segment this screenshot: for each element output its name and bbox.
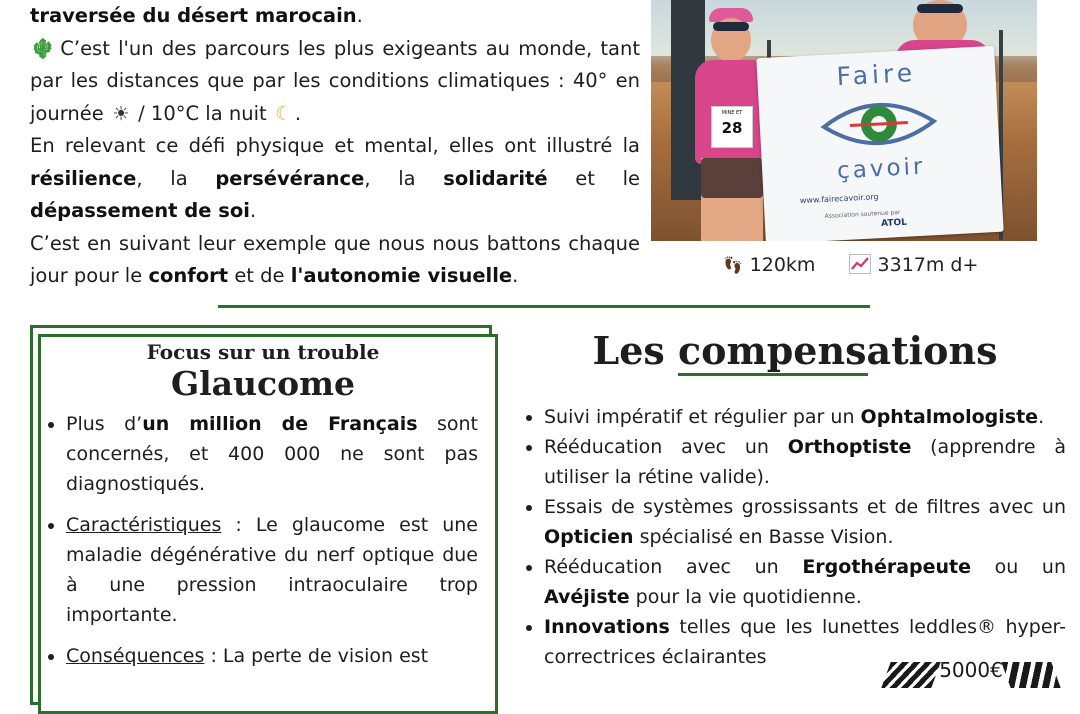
badge-stripe-right [1001,662,1060,688]
comp-item3-a: Essais de systèmes grossissants et de filtres avec un [544,496,1066,518]
intro-p2-d: et le [575,166,641,190]
flag-association-text: Association soutenue par [824,209,901,220]
price-badge [886,658,1056,688]
glaucome-item3-text: : La perte de vision est [210,645,429,667]
word-confort: confort [148,264,229,287]
footprint-icon: 👣︎ [722,256,744,276]
stat-distance-value: 120km [749,254,816,276]
intro-p2-a: En relevant ce défi physique et mental, elles ont illustré la [30,134,640,157]
badge-stripe-left [881,662,940,688]
desert-photo [651,0,1037,241]
faire-cavoir-flag [756,46,1003,241]
comp-item1-c: . [1038,406,1045,428]
comp-item4-e: pour la vie quotidienne. [635,586,862,608]
eye-logo-icon [818,89,939,159]
compensations-title: Les compensations [592,328,998,373]
list-item [544,402,1066,432]
intro-p1-mid: / 10°C la nuit [138,101,267,125]
badge-amount: 5000€ [939,658,1003,682]
comp-item4-c: ou un [994,556,1067,578]
comp-item3-b: Opticien [544,526,634,548]
sun-icon: ☀ [112,101,130,125]
intro-p3-b: et de [234,264,285,287]
flag-sponsor-logo: ATOL [880,217,908,230]
comp-item4-b: Ergothérapeute [802,556,971,578]
race-bib: MINE ET 28 [711,106,753,148]
glaucome-item1-b: un million de Français [142,413,418,435]
stat-elevation-value: 3317m d+ [877,254,979,276]
runner-left-shorts [701,158,763,198]
comp-item4-d: Avéjiste [544,586,630,608]
glaucome-item1-c: sont concernés, et 400 000 ne sont pas diagnostiqués. [66,413,478,495]
compensations-underline [678,373,868,376]
race-stats [722,254,1006,276]
comp-item1-b: Ophtalmologiste [860,406,1039,428]
comp-item3-c: spécialisé en Basse Vision. [639,526,894,548]
comp-item5-a: Innovations [544,616,670,638]
intro-text: traversée du désert marocain. 🌵︎ C’est l'un des parcours les plus exigeants au monde, tant par les distances que par les conditions climatiques : 40° en journée ☀ / 10°C la nuit ☾ . En relevant ce défi physique et mental, elles ont illustré la résilience, la persévérance, la solidarité et le dépassement de soi. C’est en suivant leur exemple que nous nous battons chaque jour pour le confort et de l'autonomie visuelle. [30,4,641,287]
section-divider [218,305,870,308]
word-solidarite: solidarité [443,166,548,190]
comp-item2-c: (apprendre à utiliser la rétine valide). [544,436,1066,488]
comp-item1-a: Suivi impératif et régulier par un [544,406,855,428]
glaucome-list [48,409,478,671]
race-bib-number: 28 [721,119,743,137]
chart-up-icon [849,254,871,274]
intro-p2-b: , la [136,166,188,190]
moon-icon: ☾ [275,101,293,125]
focus-label: Focus sur un trouble [146,340,380,364]
glaucome-item2-text: : Le glaucome est une maladie dégénérative du nerf optique due à une pression intraoculaire trop importante. [66,514,478,626]
list-item [544,432,1066,492]
flag-url: www.fairecavoir.org [799,192,879,206]
list-item [66,641,478,671]
stat-elevation [849,254,978,276]
glaucome-caracteristiques-label: Caractéristiques [66,514,222,536]
cactus-icon: 🌵︎ [30,36,55,60]
intro-p2-c: , la [364,166,416,190]
glaucome-consequences-label: Conséquences [66,645,205,667]
word-depassement: dépassement de soi [30,199,250,222]
word-autonomie: l'autonomie visuelle [290,264,513,287]
comp-item2-a: Rééducation avec un [544,436,769,458]
list-item [544,552,1066,612]
runner-right-sunglasses [917,4,963,13]
flag-text-faire: Faire [835,58,917,92]
stat-distance [722,254,815,276]
word-resilience: résilience [30,166,137,190]
comp-item4-a: Rééducation avec un [544,556,779,578]
compensations-list [526,402,1066,672]
glaucome-item1-a: Plus d’ [66,413,143,435]
intro-p3-a: C’est en suivant leur exemple que nous nous battons chaque jour pour le [30,231,640,287]
glaucome-title: Glaucome [170,364,356,403]
glaucome-box [48,340,478,682]
comp-item2-b: Orthoptiste [787,436,912,458]
word-perseverance: persévérance [215,166,365,190]
list-item [66,510,478,630]
list-item [66,409,478,499]
flag-text-cavoir: çavoir [836,153,927,185]
intro-p1-text: C’est l'un des parcours les plus exigeants au monde, tant par les distances que par les conditions climatiques : 40° en journée [30,36,640,125]
list-item [544,492,1066,552]
runner-left-sunglasses [713,22,749,31]
intro-line0: traversée du désert marocain [30,4,357,27]
comp-item5-b: telles que les lunettes leddles® hyper-correctrices éclairantes [544,616,1066,668]
